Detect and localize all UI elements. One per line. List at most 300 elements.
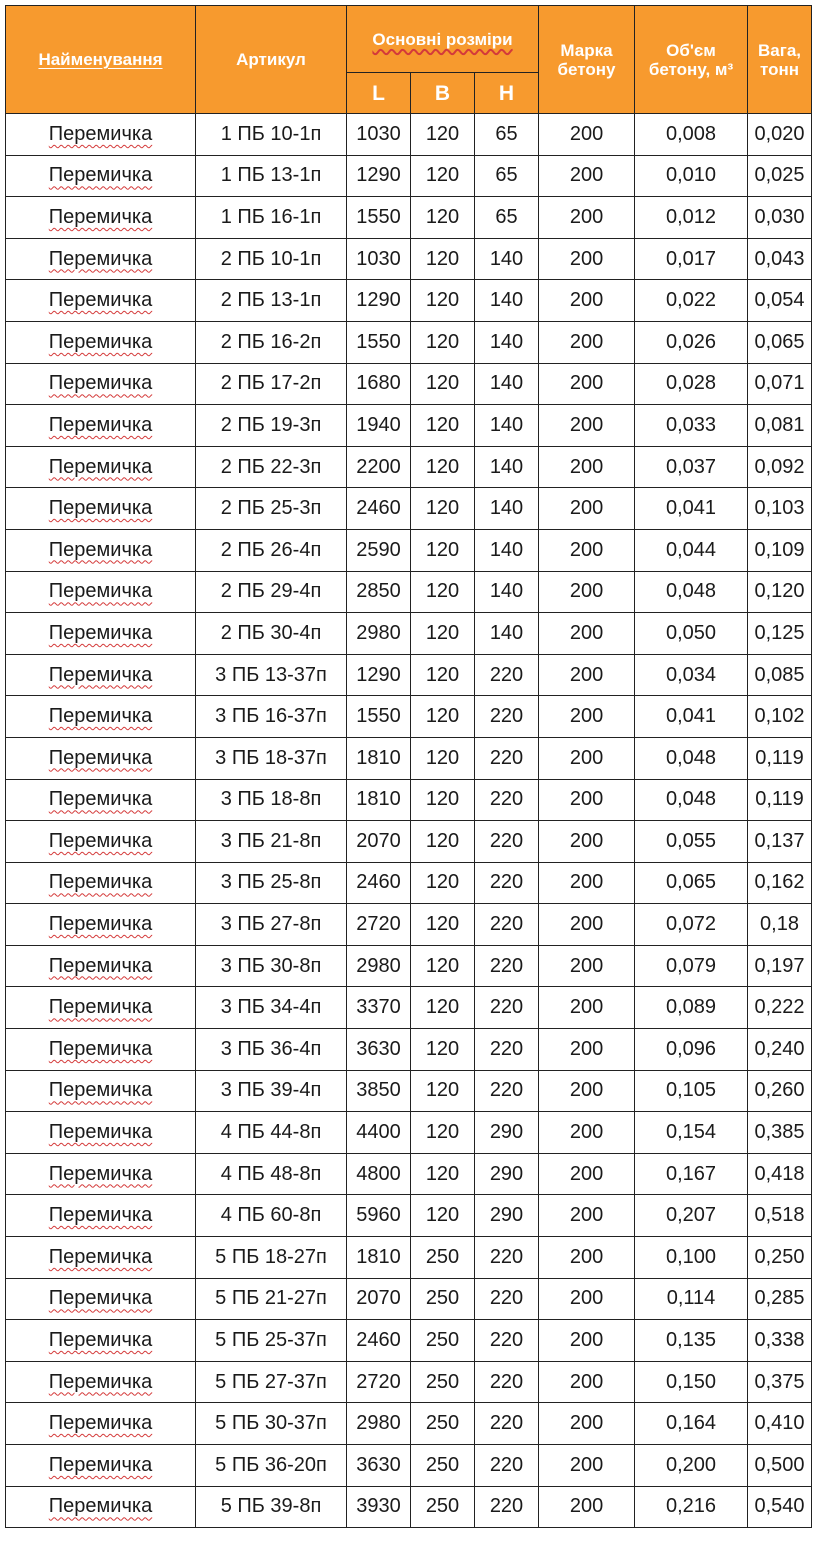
cell-volume: 0,216 [635, 1486, 748, 1528]
table-row [6, 529, 812, 571]
cell-weight: 0,162 [748, 862, 812, 904]
cell-name [6, 987, 196, 1029]
cell-grade: 200 [539, 904, 635, 946]
table-row [6, 821, 812, 863]
cell-article: 1 ПБ 16-1п [196, 197, 347, 239]
cell-h: 220 [475, 945, 539, 987]
cell-article: 2 ПБ 16-2п [196, 321, 347, 363]
cell-h: 65 [475, 114, 539, 156]
cell-grade: 200 [539, 529, 635, 571]
cell-weight: 0,081 [748, 405, 812, 447]
cell-weight: 0,410 [748, 1403, 812, 1445]
table-row [6, 1237, 812, 1279]
cell-article: 2 ПБ 26-4п [196, 529, 347, 571]
table-row [6, 779, 812, 821]
cell-grade: 200 [539, 155, 635, 197]
cell-article: 3 ПБ 18-37п [196, 737, 347, 779]
cell-name-text: Перемичка [48, 1370, 153, 1393]
cell-article: 2 ПБ 13-1п [196, 280, 347, 322]
table-row [6, 280, 812, 322]
cell-volume: 0,096 [635, 1029, 748, 1071]
cell-name-text: Перемичка [48, 1453, 153, 1476]
table-row [6, 987, 812, 1029]
cell-h: 220 [475, 862, 539, 904]
cell-b: 120 [411, 446, 475, 488]
table-row [6, 1070, 812, 1112]
header-l: L [347, 73, 411, 114]
cell-l: 2460 [347, 1320, 411, 1362]
cell-l: 1030 [347, 238, 411, 280]
cell-b: 120 [411, 238, 475, 280]
cell-l: 1940 [347, 405, 411, 447]
cell-name [6, 1361, 196, 1403]
cell-l: 2070 [347, 821, 411, 863]
cell-h: 220 [475, 654, 539, 696]
cell-b: 250 [411, 1403, 475, 1445]
cell-volume: 0,164 [635, 1403, 748, 1445]
cell-name-text: Перемичка [48, 705, 153, 728]
cell-weight: 0,025 [748, 155, 812, 197]
cell-grade: 200 [539, 613, 635, 655]
cell-b: 120 [411, 405, 475, 447]
cell-b: 120 [411, 1195, 475, 1237]
cell-volume: 0,072 [635, 904, 748, 946]
cell-h: 140 [475, 571, 539, 613]
cell-b: 120 [411, 1112, 475, 1154]
cell-weight: 0,119 [748, 779, 812, 821]
cell-volume: 0,154 [635, 1112, 748, 1154]
cell-h: 140 [475, 613, 539, 655]
cell-weight: 0,043 [748, 238, 812, 280]
cell-volume: 0,026 [635, 321, 748, 363]
cell-h: 220 [475, 1237, 539, 1279]
cell-name-text: Перемичка [48, 247, 153, 270]
cell-l: 1030 [347, 114, 411, 156]
table-body [6, 114, 812, 1528]
cell-weight: 0,085 [748, 654, 812, 696]
table-row [6, 945, 812, 987]
cell-l: 3630 [347, 1445, 411, 1487]
cell-h: 220 [475, 1403, 539, 1445]
cell-weight: 0,418 [748, 1153, 812, 1195]
cell-b: 120 [411, 529, 475, 571]
cell-weight: 0,071 [748, 363, 812, 405]
cell-article: 3 ПБ 30-8п [196, 945, 347, 987]
cell-h: 220 [475, 821, 539, 863]
cell-name-text: Перемичка [48, 1121, 153, 1144]
cell-grade: 200 [539, 1486, 635, 1528]
cell-l: 4400 [347, 1112, 411, 1154]
cell-l: 3630 [347, 1029, 411, 1071]
cell-name [6, 1320, 196, 1362]
cell-name-text: Перемичка [48, 1079, 153, 1102]
cell-name [6, 114, 196, 156]
cell-name [6, 155, 196, 197]
cell-volume: 0,028 [635, 363, 748, 405]
cell-grade: 200 [539, 238, 635, 280]
cell-b: 120 [411, 363, 475, 405]
cell-name [6, 529, 196, 571]
cell-weight: 0,109 [748, 529, 812, 571]
cell-name [6, 197, 196, 239]
lintel-table [5, 5, 812, 1528]
cell-volume: 0,079 [635, 945, 748, 987]
cell-b: 120 [411, 779, 475, 821]
cell-h: 140 [475, 446, 539, 488]
cell-volume: 0,207 [635, 1195, 748, 1237]
cell-l: 2460 [347, 488, 411, 530]
cell-b: 120 [411, 114, 475, 156]
cell-h: 220 [475, 1361, 539, 1403]
table-header [6, 6, 812, 114]
cell-l: 1550 [347, 321, 411, 363]
cell-grade: 200 [539, 737, 635, 779]
cell-b: 250 [411, 1320, 475, 1362]
cell-name-text: Перемичка [48, 871, 153, 894]
cell-b: 120 [411, 1153, 475, 1195]
cell-weight: 0,285 [748, 1278, 812, 1320]
cell-l: 1810 [347, 779, 411, 821]
cell-l: 1550 [347, 696, 411, 738]
table-row [6, 1403, 812, 1445]
cell-name-text: Перемичка [48, 122, 153, 145]
cell-weight: 0,500 [748, 1445, 812, 1487]
cell-l: 1680 [347, 363, 411, 405]
cell-name [6, 654, 196, 696]
cell-article: 5 ПБ 36-20п [196, 1445, 347, 1487]
cell-volume: 0,033 [635, 405, 748, 447]
cell-l: 2980 [347, 613, 411, 655]
cell-article: 2 ПБ 10-1п [196, 238, 347, 280]
cell-h: 220 [475, 1320, 539, 1362]
table-row [6, 446, 812, 488]
table-row [6, 1278, 812, 1320]
cell-article: 5 ПБ 27-37п [196, 1361, 347, 1403]
cell-h: 220 [475, 696, 539, 738]
cell-h: 65 [475, 155, 539, 197]
cell-l: 4800 [347, 1153, 411, 1195]
cell-l: 2980 [347, 1403, 411, 1445]
cell-volume: 0,055 [635, 821, 748, 863]
cell-grade: 200 [539, 1237, 635, 1279]
cell-weight: 0,119 [748, 737, 812, 779]
cell-name [6, 1403, 196, 1445]
cell-weight: 0,125 [748, 613, 812, 655]
cell-name [6, 904, 196, 946]
cell-l: 2720 [347, 1361, 411, 1403]
cell-h: 220 [475, 987, 539, 1029]
cell-l: 2980 [347, 945, 411, 987]
cell-b: 250 [411, 1278, 475, 1320]
cell-volume: 0,150 [635, 1361, 748, 1403]
cell-grade: 200 [539, 571, 635, 613]
cell-name-text: Перемичка [48, 330, 153, 353]
table-row [6, 1361, 812, 1403]
cell-name [6, 1486, 196, 1528]
cell-article: 3 ПБ 39-4п [196, 1070, 347, 1112]
cell-article: 2 ПБ 17-2п [196, 363, 347, 405]
cell-l: 1550 [347, 197, 411, 239]
cell-name-text: Перемичка [48, 788, 153, 811]
cell-weight: 0,137 [748, 821, 812, 863]
cell-name [6, 1278, 196, 1320]
table-row [6, 1486, 812, 1528]
cell-grade: 200 [539, 197, 635, 239]
cell-b: 120 [411, 197, 475, 239]
cell-volume: 0,010 [635, 155, 748, 197]
table-row [6, 155, 812, 197]
cell-volume: 0,135 [635, 1320, 748, 1362]
header-grade: Марка бетону [539, 6, 635, 114]
cell-name-text: Перемичка [48, 1245, 153, 1268]
cell-weight: 0,222 [748, 987, 812, 1029]
cell-volume: 0,048 [635, 779, 748, 821]
cell-l: 1290 [347, 654, 411, 696]
cell-article: 3 ПБ 27-8п [196, 904, 347, 946]
cell-l: 2850 [347, 571, 411, 613]
cell-b: 120 [411, 1070, 475, 1112]
cell-h: 290 [475, 1112, 539, 1154]
cell-weight: 0,338 [748, 1320, 812, 1362]
cell-name-text: Перемичка [48, 954, 153, 977]
cell-h: 140 [475, 529, 539, 571]
cell-weight: 0,092 [748, 446, 812, 488]
cell-l: 2590 [347, 529, 411, 571]
cell-name-text: Перемичка [48, 164, 153, 187]
cell-grade: 200 [539, 779, 635, 821]
table-row [6, 488, 812, 530]
cell-l: 2460 [347, 862, 411, 904]
cell-grade: 200 [539, 821, 635, 863]
cell-volume: 0,012 [635, 197, 748, 239]
cell-name [6, 737, 196, 779]
table-row [6, 321, 812, 363]
cell-b: 120 [411, 613, 475, 655]
cell-l: 2070 [347, 1278, 411, 1320]
cell-b: 120 [411, 821, 475, 863]
cell-article: 2 ПБ 22-3п [196, 446, 347, 488]
cell-h: 220 [475, 779, 539, 821]
cell-h: 220 [475, 1486, 539, 1528]
cell-name [6, 821, 196, 863]
cell-grade: 200 [539, 862, 635, 904]
cell-weight: 0,540 [748, 1486, 812, 1528]
table-row [6, 114, 812, 156]
cell-name-text: Перемичка [48, 497, 153, 520]
cell-weight: 0,020 [748, 114, 812, 156]
cell-grade: 200 [539, 1153, 635, 1195]
cell-name-text: Перемичка [48, 913, 153, 936]
cell-l: 3930 [347, 1486, 411, 1528]
cell-b: 120 [411, 321, 475, 363]
cell-article: 2 ПБ 29-4п [196, 571, 347, 613]
cell-weight: 0,260 [748, 1070, 812, 1112]
header-volume: Об'єм бетону, м³ [635, 6, 748, 114]
cell-volume: 0,048 [635, 737, 748, 779]
cell-name-text: Перемичка [48, 746, 153, 769]
cell-b: 120 [411, 987, 475, 1029]
cell-name [6, 1070, 196, 1112]
cell-article: 5 ПБ 18-27п [196, 1237, 347, 1279]
cell-name-text: Перемичка [48, 1037, 153, 1060]
cell-b: 120 [411, 571, 475, 613]
cell-b: 120 [411, 280, 475, 322]
cell-h: 140 [475, 238, 539, 280]
cell-name [6, 488, 196, 530]
cell-l: 1290 [347, 280, 411, 322]
cell-name [6, 613, 196, 655]
cell-weight: 0,375 [748, 1361, 812, 1403]
cell-b: 250 [411, 1361, 475, 1403]
cell-name [6, 862, 196, 904]
table-row [6, 1029, 812, 1071]
cell-name-text: Перемичка [48, 996, 153, 1019]
cell-h: 220 [475, 1029, 539, 1071]
cell-volume: 0,008 [635, 114, 748, 156]
table-row [6, 862, 812, 904]
cell-grade: 200 [539, 1029, 635, 1071]
cell-name-text: Перемичка [48, 455, 153, 478]
cell-name [6, 1029, 196, 1071]
cell-volume: 0,105 [635, 1070, 748, 1112]
table-row [6, 238, 812, 280]
table-row [6, 1320, 812, 1362]
cell-name-text: Перемичка [48, 372, 153, 395]
cell-volume: 0,114 [635, 1278, 748, 1320]
cell-b: 250 [411, 1445, 475, 1487]
table-row [6, 197, 812, 239]
cell-name-text: Перемичка [48, 289, 153, 312]
cell-name [6, 1112, 196, 1154]
cell-name [6, 1445, 196, 1487]
header-article: Артикул [196, 6, 347, 114]
cell-b: 120 [411, 696, 475, 738]
cell-article: 3 ПБ 16-37п [196, 696, 347, 738]
table-row [6, 696, 812, 738]
cell-h: 220 [475, 904, 539, 946]
header-h: H [475, 73, 539, 114]
cell-article: 3 ПБ 25-8п [196, 862, 347, 904]
cell-grade: 200 [539, 114, 635, 156]
cell-grade: 200 [539, 405, 635, 447]
cell-weight: 0,065 [748, 321, 812, 363]
cell-article: 2 ПБ 25-3п [196, 488, 347, 530]
table-row [6, 654, 812, 696]
cell-h: 140 [475, 280, 539, 322]
cell-grade: 200 [539, 1070, 635, 1112]
cell-article: 1 ПБ 10-1п [196, 114, 347, 156]
cell-weight: 0,030 [748, 197, 812, 239]
table-row [6, 737, 812, 779]
cell-weight: 0,103 [748, 488, 812, 530]
cell-grade: 200 [539, 1403, 635, 1445]
cell-b: 120 [411, 654, 475, 696]
cell-grade: 200 [539, 1361, 635, 1403]
table-row [6, 613, 812, 655]
cell-h: 290 [475, 1153, 539, 1195]
cell-h: 140 [475, 321, 539, 363]
cell-grade: 200 [539, 654, 635, 696]
cell-l: 3850 [347, 1070, 411, 1112]
cell-weight: 0,385 [748, 1112, 812, 1154]
cell-grade: 200 [539, 488, 635, 530]
cell-name-text: Перемичка [48, 205, 153, 228]
cell-grade: 200 [539, 1320, 635, 1362]
cell-name-text: Перемичка [48, 663, 153, 686]
cell-volume: 0,041 [635, 488, 748, 530]
cell-l: 1810 [347, 737, 411, 779]
cell-h: 220 [475, 1445, 539, 1487]
table-row [6, 1195, 812, 1237]
table-row [6, 405, 812, 447]
cell-article: 5 ПБ 25-37п [196, 1320, 347, 1362]
header-b: B [411, 73, 475, 114]
cell-volume: 0,100 [635, 1237, 748, 1279]
cell-grade: 200 [539, 987, 635, 1029]
cell-h: 140 [475, 363, 539, 405]
cell-h: 290 [475, 1195, 539, 1237]
cell-volume: 0,044 [635, 529, 748, 571]
cell-name [6, 696, 196, 738]
cell-volume: 0,022 [635, 280, 748, 322]
cell-name [6, 238, 196, 280]
cell-name [6, 405, 196, 447]
cell-article: 4 ПБ 60-8п [196, 1195, 347, 1237]
cell-name [6, 571, 196, 613]
cell-l: 5960 [347, 1195, 411, 1237]
cell-b: 120 [411, 488, 475, 530]
cell-name-text: Перемичка [48, 1412, 153, 1435]
cell-volume: 0,167 [635, 1153, 748, 1195]
cell-name [6, 363, 196, 405]
cell-name-text: Перемичка [48, 1329, 153, 1352]
cell-article: 5 ПБ 21-27п [196, 1278, 347, 1320]
cell-h: 220 [475, 737, 539, 779]
cell-b: 120 [411, 904, 475, 946]
document-page [5, 5, 812, 1528]
cell-weight: 0,240 [748, 1029, 812, 1071]
cell-name [6, 1237, 196, 1279]
header-name: Найменування [6, 6, 196, 114]
cell-name [6, 779, 196, 821]
cell-b: 120 [411, 155, 475, 197]
cell-b: 120 [411, 1029, 475, 1071]
cell-b: 120 [411, 862, 475, 904]
cell-name [6, 1195, 196, 1237]
cell-name-text: Перемичка [48, 1495, 153, 1518]
cell-grade: 200 [539, 1278, 635, 1320]
cell-weight: 0,518 [748, 1195, 812, 1237]
cell-grade: 200 [539, 363, 635, 405]
cell-weight: 0,250 [748, 1237, 812, 1279]
cell-l: 1810 [347, 1237, 411, 1279]
cell-b: 250 [411, 1237, 475, 1279]
cell-l: 1290 [347, 155, 411, 197]
cell-grade: 200 [539, 696, 635, 738]
cell-weight: 0,054 [748, 280, 812, 322]
cell-name [6, 945, 196, 987]
cell-volume: 0,037 [635, 446, 748, 488]
cell-volume: 0,050 [635, 613, 748, 655]
cell-volume: 0,034 [635, 654, 748, 696]
header-main-dimensions: Основні розміри [347, 6, 539, 73]
cell-article: 5 ПБ 30-37п [196, 1403, 347, 1445]
cell-b: 120 [411, 737, 475, 779]
cell-l: 2720 [347, 904, 411, 946]
cell-name-text: Перемичка [48, 829, 153, 852]
cell-name-text: Перемичка [48, 621, 153, 644]
cell-name [6, 321, 196, 363]
